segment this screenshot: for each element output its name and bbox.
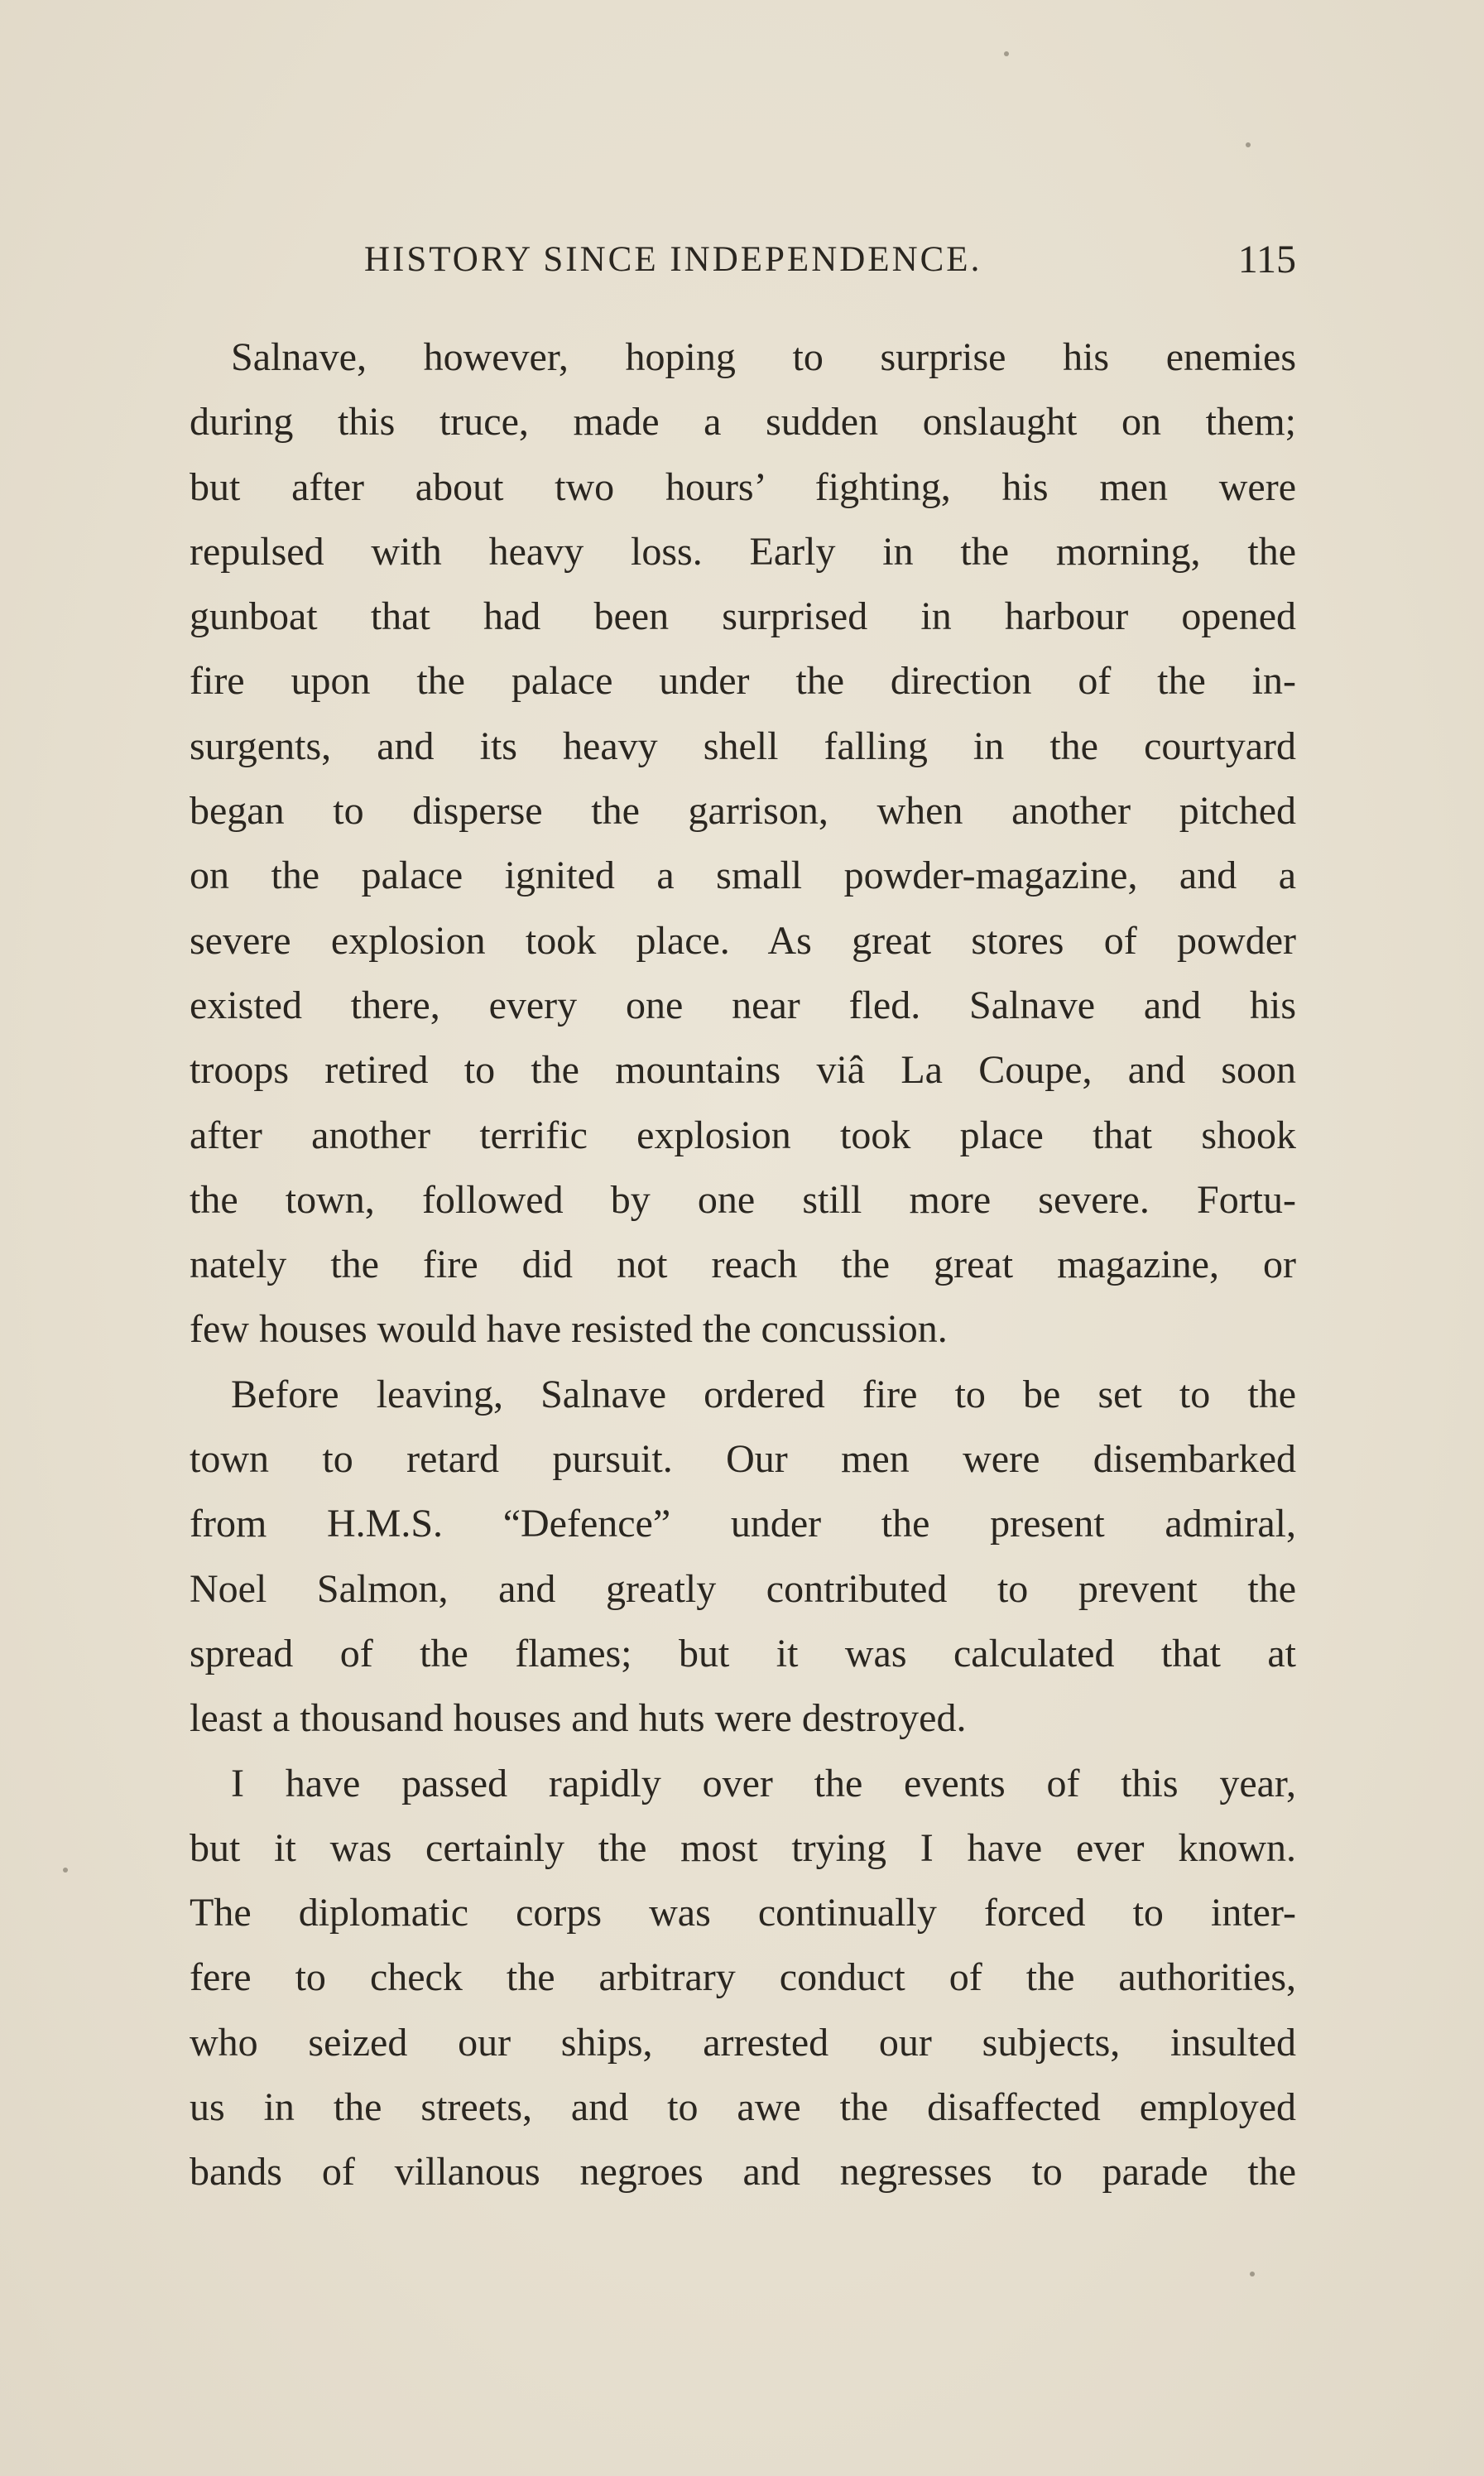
text-line: began to disperse the garrison, when another pitched (190, 789, 1296, 834)
text-line: existed there, every one near fled. Salnave and his (190, 983, 1296, 1027)
text-line: spread of the flames; but it was calculated that at (190, 1631, 1296, 1676)
text-line: The diplomatic corps was continually forced to inter- (190, 1891, 1296, 1935)
text-line: after another terrific explosion took place that shook (190, 1113, 1296, 1157)
text-line: least a thousand houses and huts were destroyed. (190, 1696, 967, 1741)
text-line: on the palace ignited a small powder-magazine, and a (190, 853, 1296, 898)
text-line: repulsed with heavy loss. Early in the morning, the (190, 529, 1296, 574)
text-line: few houses would have resisted the concussion. (190, 1307, 948, 1352)
text-line: nately the fire did not reach the great magazine, or (190, 1243, 1296, 1287)
paper-speck (1004, 51, 1009, 56)
text-line: Noel Salmon, and greatly contributed to prevent the (190, 1566, 1296, 1611)
text-line: us in the streets, and to awe the disaffected employed (190, 2085, 1296, 2130)
text-line: I have passed rapidly over the events of this year, (231, 1761, 1296, 1805)
text-line: from H.M.S. “Defence” under the present admiral, (190, 1502, 1296, 1546)
text-line: gunboat that had been surprised in harbour opened (190, 594, 1296, 639)
text-line: bands of villanous negroes and negresses to parade the (190, 2150, 1296, 2195)
text-line: the town, followed by one still more severe. Fortu- (190, 1177, 1296, 1222)
paper-speck (63, 1868, 68, 1873)
paper-speck (1250, 2272, 1255, 2276)
running-head: HISTORY SINCE INDEPENDENCE. (364, 240, 982, 279)
text-line: town to retard pursuit. Our men were disembarked (190, 1437, 1296, 1482)
page-header (364, 235, 1296, 285)
text-line: surgents, and its heavy shell falling in the courtyard (190, 724, 1296, 768)
text-line: Before leaving, Salnave ordered fire to be set to the (231, 1372, 1296, 1416)
paper-speck (1246, 142, 1251, 147)
text-line: who seized our ships, arrested our subjects, insulted (190, 2020, 1296, 2065)
text-line: severe explosion took place. As great stores of powder (190, 918, 1296, 963)
text-line: during this truce, made a sudden onslaught on them; (190, 400, 1296, 445)
text-line: but after about two hours’ fighting, his men were (190, 464, 1296, 509)
text-line: troops retired to the mountains viâ La Coupe, and soon (190, 1048, 1296, 1093)
body-text (190, 325, 1296, 2205)
page-number: 115 (1237, 238, 1296, 281)
text-line: Salnave, however, hoping to surprise his enemies (231, 335, 1296, 379)
text-line: fere to check the arbitrary conduct of the authorities, (190, 1955, 1296, 2000)
text-line: fire upon the palace under the direction of the in- (190, 659, 1296, 704)
text-line: but it was certainly the most trying I have ever known. (190, 1825, 1296, 1870)
